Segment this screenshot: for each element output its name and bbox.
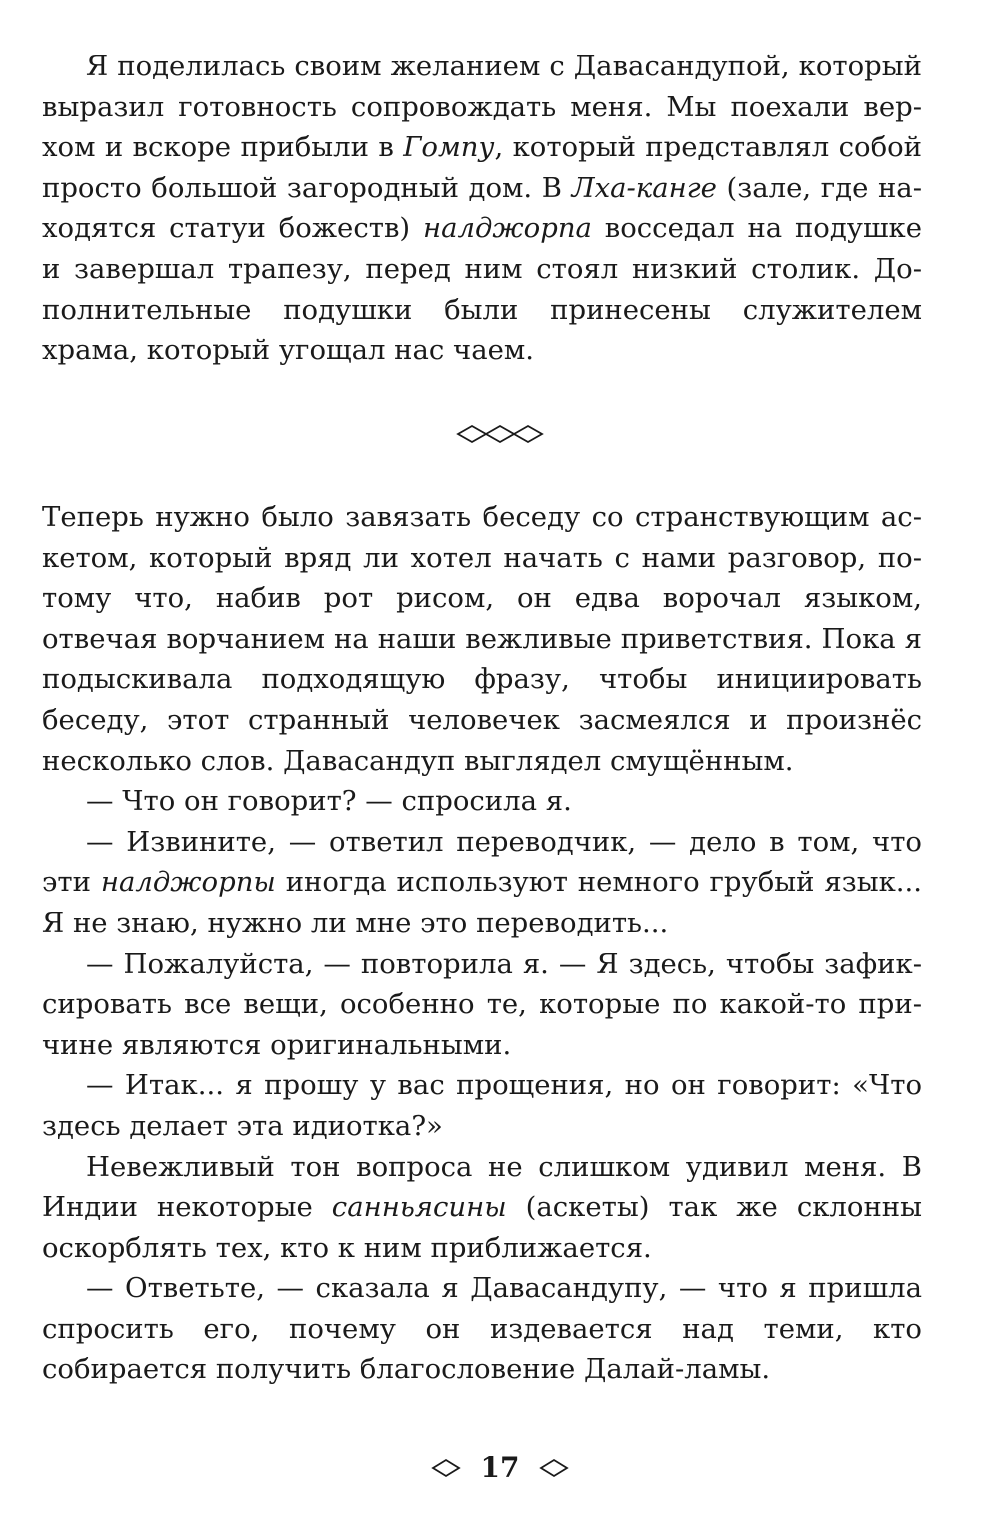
paragraph-intro xyxy=(42,46,922,371)
paragraph-text: Невежливый тон вопроса не слишком удивил меня. В Индии некоторые xyxy=(42,1150,922,1224)
paragraph-quote: — Итак... я прошу у вас прощения, но он говорит: «Что здесь делает эта идиотка?» xyxy=(42,1069,922,1142)
paragraph-rude-tone xyxy=(42,1147,922,1269)
paragraph-text: иногда используют немного грубый язык... Я не знаю, нужно ли мне это переводить... xyxy=(42,866,922,939)
triple-diamond-ornament-icon xyxy=(456,423,544,445)
italic-term-naljorpas: налджорпы xyxy=(100,866,276,899)
paragraph-text: Я поделилась своим желанием с Давасандупой, который выразил готовность сопровождать меня. Мы поехали верхом и вскоре прибыли в xyxy=(42,50,922,164)
section-1 xyxy=(42,46,922,371)
italic-term-gompa: Гомпу xyxy=(403,131,495,164)
paragraph-text: , который представлял собой просто большой загородный дом. В xyxy=(42,131,923,204)
paragraph-question: — Что он говорит? — спросила я. xyxy=(86,785,572,818)
page-footer xyxy=(0,1449,1000,1485)
paragraph-translator-reply xyxy=(42,822,922,944)
italic-term-sannyasins: санньясины xyxy=(331,1191,507,1224)
paragraph-answer: — Ответьте, — сказала я Давасандупу, — что я пришла спросить его, почему он издевается над теми, кто собирается получить благословение Далай-ламы. xyxy=(42,1272,922,1386)
paragraph-dialogue-start: Теперь нужно было завязать беседу со странствующим аскетом, который вряд ли хотел начать с нами разговор, потому что, набив рот рисом, он едва ворочал языком, отвечая ворчанием на наши вежливые приветствия. Пока я подыскивала подходящую фразу, чтобы инициировать беседу, этот странный человечек засмеялся и произнёс несколько слов. Давасандуп выглядел смущённым. xyxy=(42,501,922,777)
page-number: 17 xyxy=(480,1450,520,1484)
italic-term-naljorpa: налджорпа xyxy=(422,212,592,245)
section-2 xyxy=(42,497,922,1390)
paragraph-text: восседал на подушке и завершал трапезу, перед ним стоял низкий столик. Дополнительные подушки были принесены служителем храма, который угощал нас чаем. xyxy=(42,212,922,367)
diamond-outline-icon xyxy=(539,1458,569,1478)
italic-term-lha-kang: Лха-канге xyxy=(571,171,717,204)
diamond-outline-icon xyxy=(431,1458,461,1478)
paragraph-please: — Пожалуйста, — повторила я. — Я здесь, чтобы зафиксировать все вещи, особенно те, которые по какой-то причине являются оригинальными. xyxy=(42,947,922,1061)
paragraph-text: — Извините, — ответил переводчик, — дело в том, что эти xyxy=(42,825,922,899)
section-divider xyxy=(0,423,1000,453)
paragraph-text: (аскеты) так же склонны оскорблять тех, кто к ним приближается. xyxy=(42,1191,922,1264)
paragraph-text: (зале, где находятся статуи божеств) xyxy=(42,171,922,245)
